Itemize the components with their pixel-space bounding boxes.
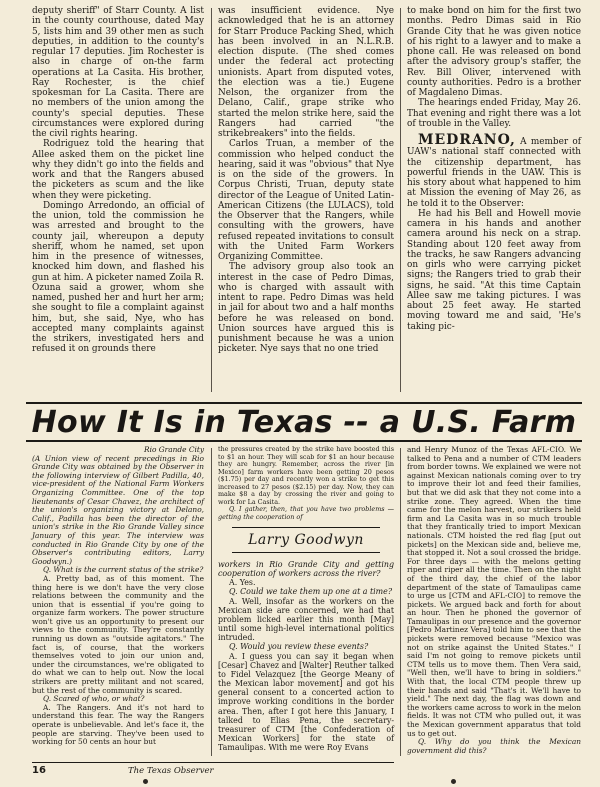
question: Q. I gather, then, that you have two problems — getting the cooperation of: [218, 505, 394, 521]
headline: How It Is in Texas -- a U.S. Farm: [31, 404, 577, 440]
binder-hole: [143, 779, 148, 784]
answer: A. I guess you can say it began when [Cesar] Chavez and [Walter] Reuther talked to Fidel Velazquez [the George Meany of the Mexican labor movement] and got his general consent to a concerted action to improve working conditions in the border area. Then, after I got here this January, I talked to Elias Pena, the secretary-treasurer of CTM [the Confederation of Mexican Workers] for the state of Tamaulipas. With me were Roy Evans: [218, 651, 394, 753]
column-divider: [400, 448, 401, 756]
drop-cap-name: MEDRANO,: [418, 132, 516, 148]
article-column-1: [32, 446, 204, 747]
article-column-2-bottom: [218, 560, 394, 752]
paragraph: and Henry Munoz of the Texas AFL-CIO. We talked to Pena and a number of CTM leaders from border towns. We explained we were not against Mexican nationals coming over to try to improve their lot and feed their families, but that we did ask that they not come into a strike zone. They agreed. When the time came for the melon harvest, our strikers held firm and La Casita was in so much trouble that they frantically tried to import Mexican nationals. CTM hoisted the red flag [put out pickets] on the Mexican side and, believe me, that stopped it. Not a soul crossed the bridge. For three days — with the melons getting riper and riper all the time. Then on the night of the third day, the chief of the labor department of the state of Tamaulipas came to urge us [CTM and AFL-CIO] to remove the pickets. We argued back and forth for about an hour. Then he phoned the governor of Tamaulipas in our presence and the governor [Pedro Martinez Vera] told him to see that the pickets were removed because "Mexico was not on strike against the United States." I said I'm not going to remove pickets until CTM tells us to move them. Then Vera said, "Well then, we'll have to bring in soldiers." With that, the local CTM people threw up their hands and said "That's it. We'll have to yield." The next day, the flag was down and the workers came across to work in the melon fields. It was not CTM who pulled out, it was the Mexican government apparatus that told us to get out.: [407, 445, 581, 738]
answer: A. Pretty bad, as of this moment. The thing here is we don't have the very close relations between the community and the union that is essential if you're going to organize farm workers. The power structure won't give us an opportunity to present our views to the community. They're constantly running us down as "outside agitators." The fact is, of course, that the workers themselves voted to join our union and, under the circumstances, we're obligated to do what we can to help out. Now the local strikers are pretty militant and not scared, but the rest of the community is scared.: [32, 573, 204, 695]
paragraph: [407, 132, 581, 209]
dateline: Rio Grande City: [144, 445, 204, 454]
page-footer: [32, 762, 394, 777]
paragraph: Domingo Arredondo, an official of the union, told the commission he was arrested and brought to the county jail, whereupon a deputy sheriff, whom he named, set upon him in the presence of witnesses, knocked him down, and flashed his gun at him. A picketer named Zoila R. Ozuna said a grower, whom she named, pushed her and hurt her arm; she sought to file a complaint against him, but, she said, Nye, who has accepted many complaints against the strikers, investigated hers and refused it on grounds there: [32, 200, 204, 355]
top-column-1: [32, 6, 204, 355]
paragraph: Carlos Truan, a member of the commission who helped conduct the hearing, said it was "obvious" that Nye is on the side of the growers. In Corpus Christi, Truan, deputy state director of the League of United Latin-American Citizens (the LULACS), told the Observer that the Rangers, while consulting with the growers, have refused repeated invitations to consult with the United Farm Workers Organizing Committee.: [218, 139, 394, 262]
paragraph: Rodriguez told the hearing that Allee asked them on the picket line why they didn't go into the fields and work and that the Rangers abused the picketers as scum and the like when they were picketing.: [32, 139, 204, 201]
paragraph: to make bond on him for the first two months. Pedro Dimas said in Rio Grande City that he was given notice of his right to a lawyer and to make a phone call. He was released on bond after the advisory group's staffer, the Rev. Bill Oliver, intervened with county authorities. Pedro is a brother of Magdaleno Dimas.: [407, 6, 581, 98]
column-divider: [211, 8, 212, 392]
publication-name: The Texas Observer: [128, 766, 214, 776]
answer: A. Well, insofar as the workers on the Mexican side are concerned, we had that problem licked earlier this month [May] until some high-level international politics intruded.: [218, 596, 394, 643]
question: Q. What is the current status of the strike?: [43, 565, 204, 575]
article-column-2-top: [218, 446, 394, 521]
byline-box: [232, 527, 380, 553]
question: Q. Why do you think the Mexican government did this?: [407, 737, 581, 755]
answer: A. The Rangers. And it's not hard to understand this fear. The way the Rangers operate is unbelievable. And let's face it, the people are starving. They've been used to working for 50 cents an hour but: [32, 702, 204, 747]
question: Q. Could we take them up one at a time?: [229, 587, 393, 597]
intro-paragraph: (A Union view of recent precedings in Rio Grande City was obtained by the Observer in the following interview of Gilbert Padilla, 40, vice-president of the National Farm Workers Organizing Committee. One of the top lieutenants of Cesar Chavez, the architect of the union's organizing victory at Delano, Calif., Padilla has been the director of the union's strike in the Rio Grande Valley since January of this year. The interview was conducted in Rio Grande City by one of the Observer's contributing editors, Larry Goodwyn.): [32, 453, 204, 566]
paragraph: the pressures created by the strike have boosted this to $1 an hour. They will scab for $1 an hour because they are hungry. Remember, across the river [in Mexico] farm workers have been getting 20 pesos ($1.75) per day and recently won a strike to get this increased to 27 pesos ($2.15) per day. Now, they can make $8 a day by crossing the river and going to work for La Casita.: [218, 445, 394, 506]
top-column-2: [218, 6, 394, 355]
paragraph-text: A member of UAW's national staff connected with the citizenship department, has powerful friends in the UAW. This is his story about what happened to him at Mission the evening of May 26, as he told it to the Observer:: [407, 137, 581, 209]
top-column-3: [407, 6, 581, 332]
paragraph: deputy sheriff" of Starr County. A list in the county courthouse, dated May 5, lists him and 39 other men as such deputies, in addition to the county's regular 17 deputies. Jim Rochester is also in charge of on-the farm operations at La Casita. His brother, Ray Rochester, is the chief spokesman for La Casita. There are no members of the union among the county's special deputies. These circumstances were explored during the civil rights hearing.: [32, 6, 204, 139]
paragraph: was insufficient evidence. Nye acknowledged that he is an attorney for Starr Produce Packing Shed, which has been involved in an N.L.R.B. election dispute. (The shed comes under the federal act protecting unionists. Apart from disputed votes, the election was a tie.) Eugene Nelson, the organizer from the Delano, Calif., grape strike who started the melon strike here, said the Rangers had carried "the strikebreakers" into the fields.: [218, 6, 394, 139]
question: Q. Would you review these events?: [229, 642, 369, 652]
column-divider: [211, 448, 212, 756]
page-number: 16: [32, 765, 46, 776]
paragraph: The hearings ended Friday, May 26. That evening and right there was a lot of trouble in the Valley.: [407, 98, 581, 129]
paragraph: He had his Bell and Howell movie camera in his hands and another camera around his neck on a strap. Standing about 120 feet away from the tracks, he saw Rangers advancing on girls who were carrying picket signs; the Rangers tried to grab their signs, he said. "At this time Captain Allee saw me taking pictures. I was about 25 feet away. He started moving toward me and said, 'He's taking pic-: [407, 208, 581, 332]
question-continued: workers in Rio Grande City and getting cooperation of workers across the river?: [218, 560, 394, 579]
answer: A. Yes.: [229, 578, 256, 588]
headline-banner: [26, 402, 582, 442]
article-column-3: [407, 446, 581, 755]
question: Q. Scared of who, or what?: [43, 694, 145, 704]
byline: Larry Goodwyn: [248, 532, 364, 548]
paragraph: The advisory group also took an interest in the case of Pedro Dimas, who is charged with assault with intent to rape. Pedro Dimas was held in jail for about two and a half months before he was released on bond. Union sources have argued this is punishment because he was a union picketer. Nye says that no one tried: [218, 262, 394, 355]
column-divider: [400, 8, 401, 392]
binder-hole: [451, 779, 456, 784]
